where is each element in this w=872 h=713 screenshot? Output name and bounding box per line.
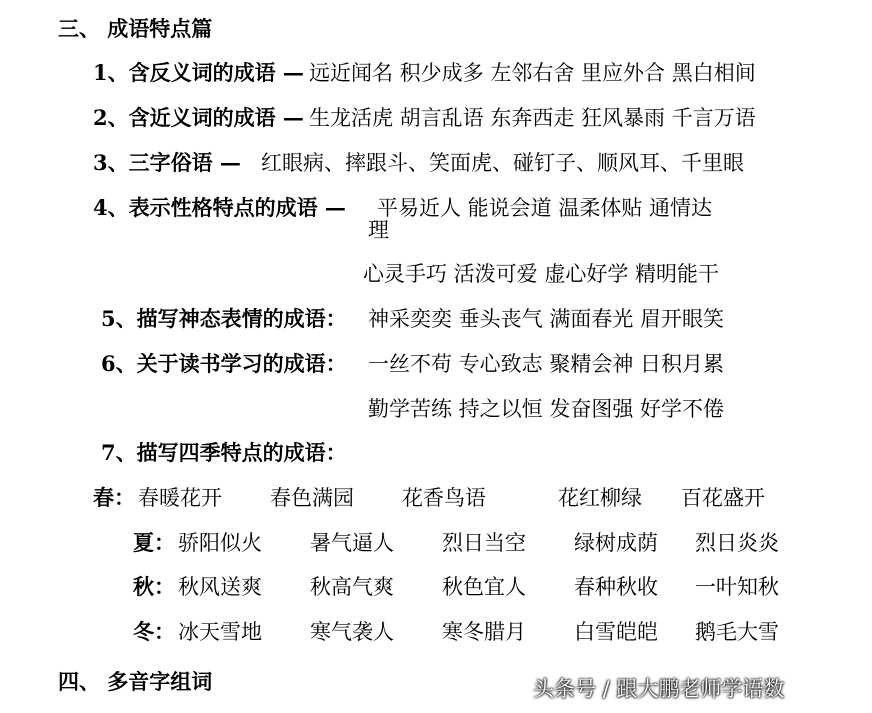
season-word: 花红柳绿 xyxy=(558,486,642,510)
item-6-words: 一丝不苟 专心致志 聚精会神 日积月累 xyxy=(368,352,725,376)
item-3-label: 3、三字俗语 — xyxy=(93,150,241,175)
item-4-label: 4、表示性格特点的成语 — xyxy=(93,195,346,220)
season-word: 白雪皑皑 xyxy=(574,620,658,644)
season-word: 烈日当空 xyxy=(442,531,526,555)
item-5-label: 5、描写神态表情的成语： xyxy=(101,306,347,331)
season-word: 暑气逼人 xyxy=(310,531,394,555)
season-word: 冰天雪地 xyxy=(178,620,262,644)
season-word: 绿树成荫 xyxy=(574,531,658,555)
item-2-words: 生龙活虎 胡言乱语 东奔西走 狂风暴雨 千言万语 xyxy=(309,106,756,130)
item-1-label: 1、含反义词的成语 — xyxy=(93,60,304,85)
item-4-words: 平易近人 能说会道 温柔体贴 通情达 xyxy=(377,196,713,220)
item-6-line2: 勤学苦练 持之以恒 发奋图强 好学不倦 xyxy=(368,397,725,421)
season-spring-label: 春： xyxy=(93,485,135,510)
item-4-wrap: 理 xyxy=(368,218,389,242)
season-word: 烈日炎炎 xyxy=(695,531,779,555)
item-2-label: 2、含近义词的成语 — xyxy=(93,105,304,130)
item-4-line2: 心灵手巧 活泼可爱 虚心好学 精明能干 xyxy=(363,262,720,286)
item-7-label: 7、描写四季特点的成语： xyxy=(101,440,347,465)
season-word: 春种秋收 xyxy=(574,575,658,599)
season-word: 百花盛开 xyxy=(681,486,765,510)
season-word: 鹅毛大雪 xyxy=(695,620,779,644)
item-6-label: 6、关于读书学习的成语： xyxy=(101,351,347,376)
section-3-title: 三、 成语特点篇 xyxy=(58,16,213,41)
item-3-words: 红眼病、摔跟斗、笑面虎、碰钉子、顺风耳、千里眼 xyxy=(261,151,744,175)
season-word: 春色满园 xyxy=(270,486,354,510)
season-word: 秋高气爽 xyxy=(310,575,394,599)
season-word: 春暖花开 xyxy=(138,486,222,510)
season-winter-label: 冬： xyxy=(133,619,175,644)
watermark: 头条号 / 跟大鹏老师学语数 xyxy=(533,677,785,701)
section-4-title: 四、 多音字组词 xyxy=(58,669,213,694)
season-summer-label: 夏： xyxy=(133,530,175,555)
season-word: 一叶知秋 xyxy=(695,575,779,599)
season-autumn-label: 秋： xyxy=(133,574,175,599)
season-word: 秋风送爽 xyxy=(178,575,262,599)
item-1-words: 远近闻名 积少成多 左邻右舍 里应外合 黑白相间 xyxy=(309,61,756,85)
season-word: 寒气袭人 xyxy=(310,620,394,644)
season-word: 秋色宜人 xyxy=(442,575,526,599)
season-word: 骄阳似火 xyxy=(178,531,262,555)
item-5-words: 神采奕奕 垂头丧气 满面春光 眉开眼笑 xyxy=(368,307,725,331)
season-word: 寒冬腊月 xyxy=(442,620,526,644)
season-word: 花香鸟语 xyxy=(402,486,486,510)
